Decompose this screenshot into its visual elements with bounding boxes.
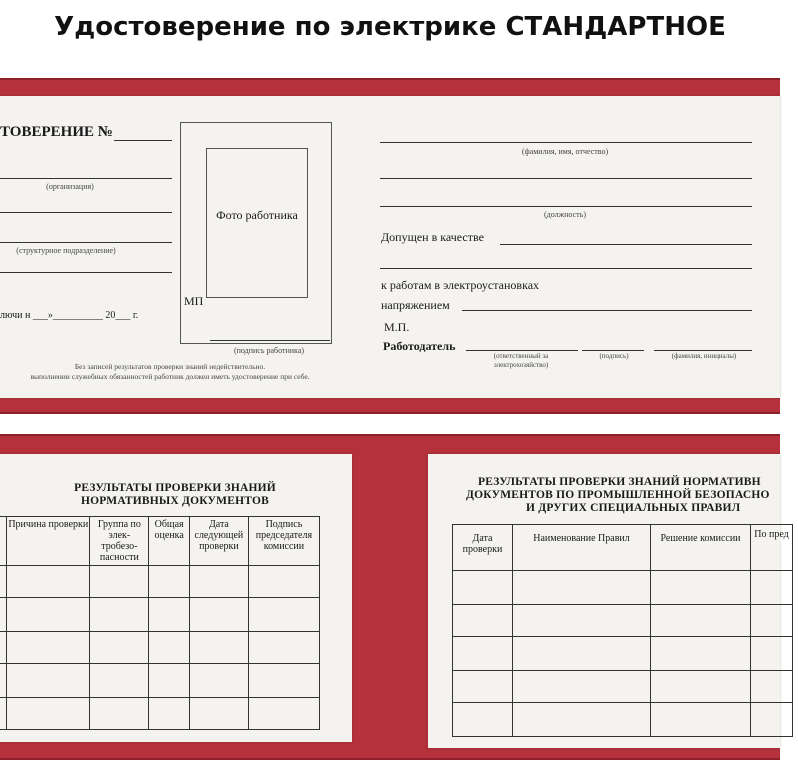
employer-line: [466, 350, 578, 351]
table-row: [0, 566, 320, 598]
org-line: [0, 178, 172, 179]
table-header: Наименование Правил: [513, 525, 651, 571]
voltage-label: напряжением: [381, 298, 450, 312]
photo-label: Фото работника: [216, 208, 298, 222]
sign-caption: (подпись): [599, 352, 629, 360]
signature-caption: (подпись работника): [233, 346, 305, 355]
rules-title-line-3: И ДРУГИХ СПЕЦИАЛЬНЫХ ПРАВИЛ: [526, 502, 741, 514]
inspection-results-page-left: [0, 454, 352, 742]
admitted-as-label: Допущен в качестве: [381, 230, 484, 244]
table-row: [0, 698, 320, 730]
org-line-2: [0, 212, 172, 213]
unit-caption: (структурное подразделение): [16, 246, 116, 255]
responsible-caption: (ответственный за электрохозяйство): [493, 352, 549, 369]
admitted-as-line-2: [380, 268, 752, 269]
results-title-line-2: НОРМАТИВНЫХ ДОКУМЕНТОВ: [81, 495, 269, 507]
certificate-front-spread: [0, 96, 780, 398]
certificate-heading: ТОВЕРЕНИЕ №: [0, 124, 113, 140]
note-line-1: Без записей результатов проверки знаний недействительно.: [74, 362, 266, 371]
table-header: Подпись председателя комиссии: [248, 517, 319, 566]
photo-frame: [206, 148, 308, 298]
name-caption: (фамилия, имя, отчество): [521, 147, 609, 156]
rules-title-line-1: РЕЗУЛЬТАТЫ ПРОВЕРКИ ЗНАНИЙ НОРМАТИВН: [478, 476, 761, 488]
table-row: [0, 598, 320, 632]
rules-title-line-2: ДОКУМЕНТОВ ПО ПРОМЫШЛЕННОЙ БЕЗОПАСНО: [466, 489, 770, 501]
table-row: [0, 664, 320, 698]
table-header: [0, 517, 7, 566]
table-header: Группа по элек-тробезо-пасности: [90, 517, 149, 566]
position-line: [380, 206, 752, 207]
table-header: Решение комиссии: [651, 525, 751, 571]
table-header: По пред: [751, 525, 793, 571]
table-row: [453, 703, 793, 737]
valid-until: лючи н ___»__________ 20___ г.: [0, 310, 139, 321]
voltage-line: [462, 310, 752, 311]
results-title-line-1: РЕЗУЛЬТАТЫ ПРОВЕРКИ ЗНАНИЙ: [74, 482, 276, 494]
employer-label: Работодатель: [383, 339, 456, 353]
table-row: [453, 571, 793, 605]
signature-line: [210, 340, 330, 341]
note-line-2: выполнении служебных обязанностей работник должен иметь удостоверение при себе.: [30, 372, 310, 381]
right-stamp-mark: М.П.: [384, 320, 410, 334]
results-table-left: [0, 516, 320, 730]
admitted-as-line: [500, 244, 752, 245]
stamp-mark: МП: [184, 294, 204, 308]
table-row: [453, 605, 793, 637]
table-header: Причина проверки: [7, 517, 90, 566]
name-line: [380, 142, 752, 143]
table-row: [453, 637, 793, 671]
name-line-2: [380, 178, 752, 179]
org-caption: (организация): [46, 182, 94, 191]
unit-line-2: [0, 272, 172, 273]
inspection-results-page-right: [428, 454, 789, 748]
fio-caption: (фамилия, инициалы): [671, 352, 737, 360]
table-header: Дата следующей проверки: [189, 517, 248, 566]
unit-line: [0, 242, 172, 243]
number-line: [114, 140, 172, 141]
table-row: [0, 632, 320, 664]
employer-fio-line: [654, 350, 752, 351]
work-label: к работам в электроустановках: [381, 278, 540, 292]
table-row: [453, 671, 793, 703]
results-table-right: [452, 524, 793, 737]
table-header: Дата проверки: [453, 525, 513, 571]
table-header: Общая оценка: [149, 517, 190, 566]
page-title: Удостоверение по электрике СТАНДАРТНОЕ: [54, 12, 726, 42]
position-caption: (должность): [544, 210, 586, 219]
employer-sign-line: [582, 350, 644, 351]
